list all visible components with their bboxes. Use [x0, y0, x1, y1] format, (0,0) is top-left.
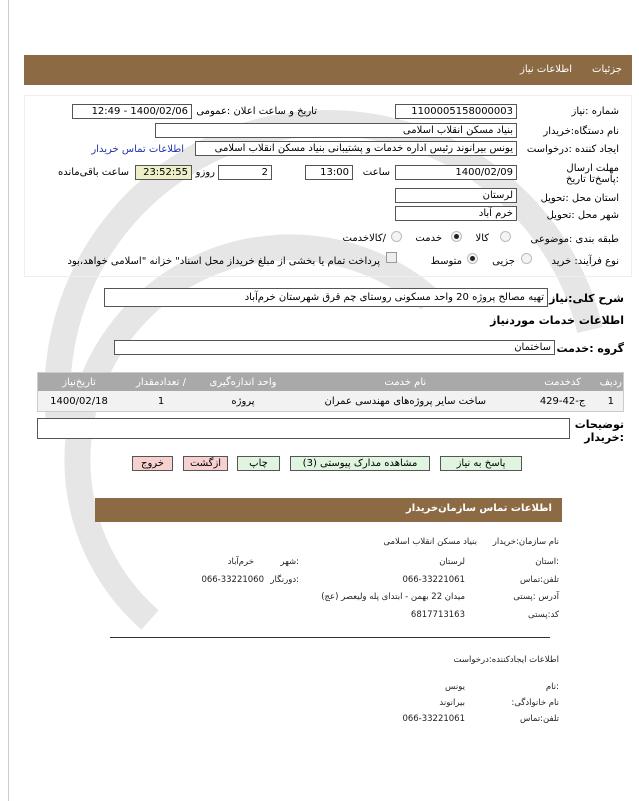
col-name: نام خدمت	[284, 373, 527, 392]
notes-field	[37, 418, 570, 439]
name-value: یونس	[445, 682, 465, 692]
creator-phone-label: تلفن:تماس	[519, 714, 559, 724]
col-row: ردیف	[599, 373, 624, 392]
announce-label: تاریخ و ساعت اعلان :عمومی	[196, 106, 317, 117]
family-label: نام خانوادگی:	[511, 698, 559, 708]
need-number-field: 1100005158000003	[395, 104, 517, 119]
postal-label: کد:پستی	[528, 610, 559, 620]
col-qty: / تعدادمقدار	[120, 373, 202, 392]
org-value: بنیاد مسکن انقلاب اسلامی	[383, 537, 477, 547]
contact-header	[95, 498, 562, 522]
tab-need-info[interactable]: اطلاعات نیاز	[520, 64, 572, 75]
remaining-label: ساعت باقی‌مانده	[57, 167, 129, 178]
col-date: تاریخ‌نیاز	[38, 373, 121, 392]
cell-unit: پروژه	[202, 391, 284, 412]
attachments-button[interactable]: مشاهده مدارک پیوستی (3)	[290, 456, 430, 471]
category-goods-service-radio[interactable]	[391, 231, 402, 242]
org-label: نام سازمان:خریدار	[492, 537, 559, 547]
cell-code: ج-42-429	[527, 391, 599, 412]
notes-label: توضیحات :خریدار	[574, 418, 624, 444]
cell-qty: 1	[120, 391, 202, 412]
creator-info-title: اطلاعات ایجادکننده:درخواست	[453, 655, 559, 665]
buyer-contact-link[interactable]: اطلاعات تماس خریدار	[91, 144, 184, 155]
tab-details[interactable]: جزئیات	[592, 64, 622, 75]
deadline-label: مهلت ارسال :پاسخ‌تا تاریخ	[566, 163, 619, 185]
city-value: خرم‌آباد	[227, 557, 254, 567]
buyer-org-label: نام دستگاه:خریدار	[543, 126, 619, 137]
fax-label: :دورنگار	[270, 575, 299, 585]
services-table	[37, 372, 624, 412]
services-title: اطلاعات خدمات موردنیاز	[490, 314, 624, 327]
time-label: ساعت	[362, 167, 390, 178]
postal-value: 6817713163	[410, 610, 465, 620]
announce-field: 1400/02/06 - 12:49	[72, 104, 192, 119]
address-label: آدرس :پستی	[513, 592, 559, 602]
process-label: نوع فرآیند: خرید	[551, 256, 619, 267]
contact-title: اطلاعات تماس سازمان‌خریدار	[405, 503, 552, 514]
creator-field: یونس بیرانوند رئیس اداره خدمات و پشتیبانی بنیاد مسکن انقلاب اسلامی	[195, 141, 517, 156]
fax-value: 066-33221060	[201, 575, 264, 585]
cell-name: ساخت سایر پروژه‌های مهندسی عمران	[284, 391, 527, 412]
divider	[110, 637, 550, 638]
province-field: لرستان	[395, 188, 517, 203]
need-number-label: شماره :نیاز	[571, 106, 619, 117]
service-group-label: گروه :خدمت	[556, 342, 624, 355]
buyer-org-field: بنیاد مسکن انقلاب اسلامی	[155, 123, 517, 138]
creator-phone-value: 066-33221061	[402, 714, 465, 724]
category-service-label: خدمت	[415, 233, 442, 244]
col-unit: واحد اندازه‌گیری	[202, 373, 284, 392]
creator-label: ایجاد کننده :درخواست	[526, 144, 619, 155]
remaining-timer: 23:52:55	[135, 165, 192, 180]
exit-button[interactable]: خروج	[132, 456, 173, 471]
province-label: :استان	[535, 557, 559, 567]
category-goods-radio[interactable]	[500, 231, 511, 242]
days-label: روزو	[195, 167, 215, 178]
left-border	[8, 0, 9, 801]
cell-row: 1	[599, 391, 624, 412]
table-row	[38, 391, 624, 412]
reply-button[interactable]: پاسخ به نیاز	[440, 456, 522, 471]
family-value: بیرانوند	[439, 698, 465, 708]
header-bar	[24, 55, 632, 85]
process-minor-label: جزیی	[492, 256, 515, 267]
print-button[interactable]: چاپ	[237, 456, 280, 471]
col-code: کدخدمت	[527, 373, 599, 392]
phone-label: تلفن:تماس	[519, 575, 559, 585]
days-field: 2	[218, 165, 272, 180]
description-field: تهیه مصالح پروژه 20 واحد مسکونی روستای چم قرق شهرستان خرم‌آباد	[104, 288, 548, 307]
province-value: لرستان	[439, 557, 465, 567]
category-label: طبقه بندی :موضوعی	[530, 234, 619, 245]
deadline-time-field: 13:00	[305, 165, 353, 180]
category-service-radio[interactable]	[451, 231, 462, 242]
address-value: میدان 22 بهمن - ابتدای پله ولیعصر (عج)	[321, 592, 465, 602]
process-medium-radio[interactable]	[467, 253, 478, 264]
cell-date: 1400/02/18	[38, 391, 121, 412]
city-label: :شهر	[280, 557, 299, 567]
phone-value: 066-33221061	[402, 575, 465, 585]
category-goods-service-label: /کالاخدمت	[342, 233, 386, 244]
province-label: استان محل :تحویل	[540, 193, 619, 204]
city-label: شهر محل :تحویل	[546, 210, 619, 221]
category-goods-label: کالا	[475, 233, 489, 244]
process-minor-radio[interactable]	[521, 253, 532, 264]
service-group-field: ساختمان	[114, 340, 555, 355]
treasury-checkbox[interactable]	[386, 252, 397, 263]
back-button[interactable]: ازگشت	[183, 456, 228, 471]
city-field: خرم آباد	[395, 206, 517, 221]
description-label: شرح کلی:نیاز	[549, 292, 624, 305]
name-label: :نام	[545, 682, 559, 692]
deadline-date-field: 1400/02/09	[395, 165, 517, 180]
process-medium-label: متوسط	[430, 256, 462, 267]
treasury-note: پرداخت تمام یا بخشی از مبلغ خریداز محل اسناد" خزانه "اسلامی خواهد،بود	[67, 256, 380, 267]
